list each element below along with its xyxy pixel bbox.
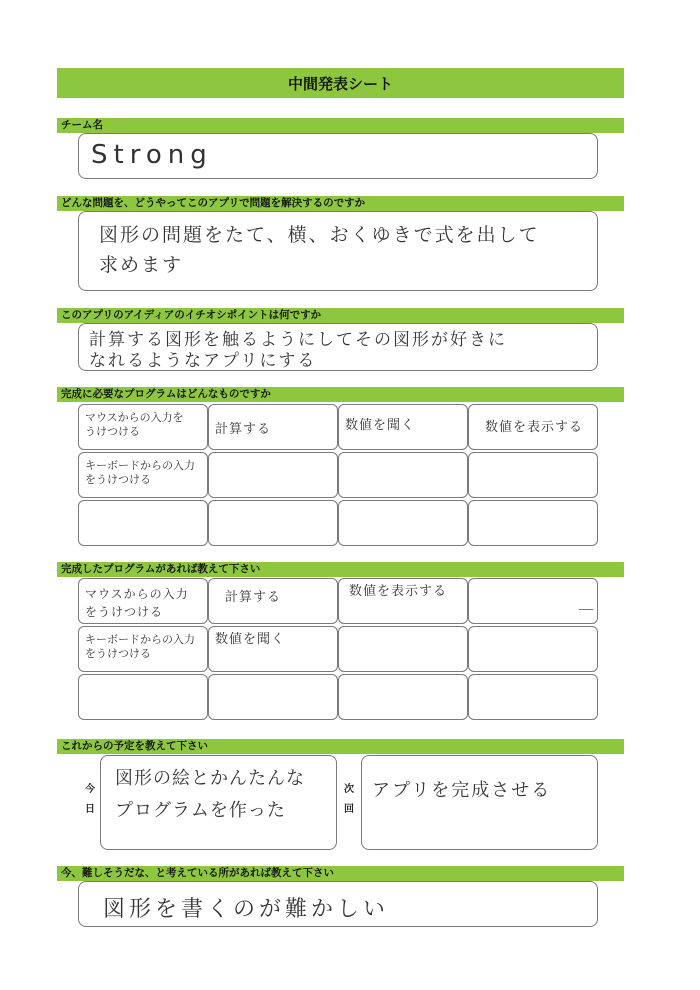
sheet-title: 中間発表シート: [57, 68, 624, 98]
done-cell[interactable]: [468, 626, 598, 672]
needed-cell[interactable]: 計算する: [208, 404, 338, 450]
done-cell[interactable]: キーボードからの入力 をうけつける: [78, 626, 208, 672]
done-cell[interactable]: [78, 674, 208, 720]
team-name-answer: Strong: [91, 140, 213, 170]
needed-cell[interactable]: 数値を聞く: [338, 404, 468, 450]
needed-cell[interactable]: 数値を表示する: [468, 404, 598, 450]
done-cell[interactable]: 数値を聞く: [208, 626, 338, 672]
problem-heading: どんな問題を、どうやってこのアプリで問題を解決するのですか: [57, 196, 624, 211]
pen-mark: [579, 609, 593, 610]
done-cell[interactable]: 計算する: [208, 578, 338, 624]
problem-answer-line1: 図形の問題をたて、横、おくゆきで式を出して: [99, 224, 540, 246]
team-name-box[interactable]: [78, 133, 598, 179]
team-name-heading: チーム名: [57, 118, 624, 133]
needed-cell[interactable]: [338, 500, 468, 546]
problem-answer-line2: 求めます: [99, 254, 184, 276]
needed-cell[interactable]: [468, 452, 598, 498]
needed-cell[interactable]: [78, 500, 208, 546]
next-text: アプリを完成させる: [372, 780, 552, 801]
next-label: 次 回: [344, 784, 354, 815]
point-box[interactable]: [78, 323, 598, 371]
next-box[interactable]: [361, 755, 598, 850]
point-heading: このアプリのアイディアのイチオシポイントは何ですか: [57, 308, 624, 323]
needed-cell[interactable]: [208, 452, 338, 498]
done-cell[interactable]: [338, 626, 468, 672]
today-label: 今 日: [85, 784, 95, 815]
point-answer-line1: 計算する図形を触るようにしてその図形が好きに: [89, 330, 507, 350]
needed-cell[interactable]: [208, 500, 338, 546]
needed-cell[interactable]: マウスからの入力を うけつける: [78, 404, 208, 450]
plan-heading: これからの予定を教えて下さい: [57, 739, 624, 754]
done-cell[interactable]: 数値を表示する: [338, 578, 468, 624]
needed-heading: 完成に必要なプログラムはどんなものですか: [57, 387, 624, 402]
needed-cell[interactable]: キーボードからの入力 をうけつける: [78, 452, 208, 498]
done-cell[interactable]: [468, 578, 598, 624]
done-cell[interactable]: マウスからの入力 をうけつける: [78, 578, 208, 624]
done-cell[interactable]: [468, 674, 598, 720]
today-line1: 図形の絵とかんたんな: [115, 768, 305, 789]
difficulty-heading: 今、難しそうだな、と考えている所があれば教えて下さい: [57, 866, 624, 881]
today-box[interactable]: [100, 755, 337, 850]
needed-cell[interactable]: [338, 452, 468, 498]
needed-cell[interactable]: [468, 500, 598, 546]
point-answer-line2: なれるようなアプリにする: [89, 351, 317, 371]
difficulty-box[interactable]: [78, 881, 598, 927]
difficulty-answer: 図形を書くのが難かしい: [103, 897, 390, 922]
problem-box[interactable]: [78, 211, 598, 291]
done-cell[interactable]: [208, 674, 338, 720]
today-line2: プログラムを作った: [115, 800, 286, 821]
done-heading: 完成したプログラムがあれば教えて下さい: [57, 562, 624, 577]
done-cell[interactable]: [338, 674, 468, 720]
